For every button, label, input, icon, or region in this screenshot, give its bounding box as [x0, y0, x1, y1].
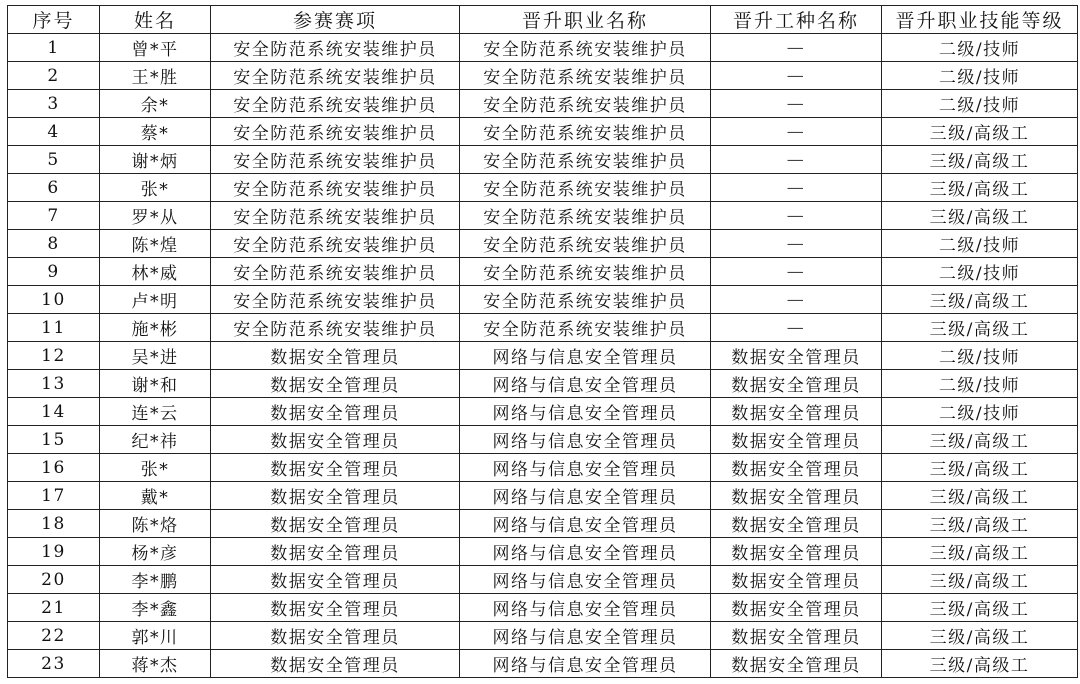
table-row	[8, 398, 1078, 426]
col-header-skill-level: 晋升职业技能等级	[882, 6, 1078, 34]
table-row	[8, 594, 1078, 622]
level-cell: 三级/高级工	[882, 482, 1078, 510]
event-cell: 数据安全管理员	[211, 650, 460, 678]
table-row	[8, 622, 1078, 650]
event-cell: 安全防范系统安装维护员	[211, 174, 460, 202]
level-cell: 二级/技师	[882, 398, 1078, 426]
table-row	[8, 510, 1078, 538]
serial-cell: 15	[8, 426, 100, 454]
serial-cell: 12	[8, 342, 100, 370]
trade-cell: —	[711, 146, 882, 174]
level-cell: 三级/高级工	[882, 650, 1078, 678]
table-row	[8, 34, 1078, 62]
name-cell: 余*	[100, 90, 211, 118]
occupation-cell: 网络与信息安全管理员	[460, 510, 711, 538]
serial-cell: 18	[8, 510, 100, 538]
event-cell: 数据安全管理员	[211, 482, 460, 510]
name-cell: 施*彬	[100, 314, 211, 342]
serial-cell: 19	[8, 538, 100, 566]
table-row	[8, 286, 1078, 314]
trade-cell: —	[711, 90, 882, 118]
name-cell: 李*鹏	[100, 566, 211, 594]
event-cell: 安全防范系统安装维护员	[211, 118, 460, 146]
event-cell: 数据安全管理员	[211, 426, 460, 454]
level-cell: 三级/高级工	[882, 566, 1078, 594]
col-header-competition-event: 参赛赛项	[211, 6, 460, 34]
occupation-cell: 网络与信息安全管理员	[460, 342, 711, 370]
serial-cell: 10	[8, 286, 100, 314]
name-cell: 卢*明	[100, 286, 211, 314]
occupation-cell: 安全防范系统安装维护员	[460, 202, 711, 230]
name-cell: 罗*从	[100, 202, 211, 230]
trade-cell: 数据安全管理员	[711, 650, 882, 678]
serial-cell: 2	[8, 62, 100, 90]
level-cell: 二级/技师	[882, 34, 1078, 62]
occupation-cell: 安全防范系统安装维护员	[460, 258, 711, 286]
level-cell: 二级/技师	[882, 90, 1078, 118]
trade-cell: 数据安全管理员	[711, 538, 882, 566]
level-cell: 三级/高级工	[882, 146, 1078, 174]
event-cell: 安全防范系统安装维护员	[211, 258, 460, 286]
name-cell: 林*威	[100, 258, 211, 286]
serial-cell: 6	[8, 174, 100, 202]
event-cell: 数据安全管理员	[211, 342, 460, 370]
table-row	[8, 118, 1078, 146]
serial-cell: 8	[8, 230, 100, 258]
occupation-cell: 安全防范系统安装维护员	[460, 62, 711, 90]
occupation-cell: 安全防范系统安装维护员	[460, 286, 711, 314]
name-cell: 郭*川	[100, 622, 211, 650]
name-cell: 连*云	[100, 398, 211, 426]
event-cell: 数据安全管理员	[211, 622, 460, 650]
table-row	[8, 426, 1078, 454]
level-cell: 二级/技师	[882, 370, 1078, 398]
event-cell: 安全防范系统安装维护员	[211, 202, 460, 230]
level-cell: 三级/高级工	[882, 202, 1078, 230]
table-row	[8, 538, 1078, 566]
award-roster-table	[7, 5, 1078, 678]
name-cell: 谢*和	[100, 370, 211, 398]
occupation-cell: 安全防范系统安装维护员	[460, 34, 711, 62]
trade-cell: —	[711, 62, 882, 90]
table-row	[8, 566, 1078, 594]
event-cell: 数据安全管理员	[211, 454, 460, 482]
level-cell: 三级/高级工	[882, 622, 1078, 650]
occupation-cell: 安全防范系统安装维护员	[460, 146, 711, 174]
serial-cell: 23	[8, 650, 100, 678]
event-cell: 数据安全管理员	[211, 370, 460, 398]
level-cell: 三级/高级工	[882, 426, 1078, 454]
serial-cell: 21	[8, 594, 100, 622]
name-cell: 谢*炳	[100, 146, 211, 174]
event-cell: 安全防范系统安装维护员	[211, 230, 460, 258]
name-cell: 纪*祎	[100, 426, 211, 454]
level-cell: 二级/技师	[882, 62, 1078, 90]
occupation-cell: 网络与信息安全管理员	[460, 566, 711, 594]
serial-cell: 11	[8, 314, 100, 342]
table-row	[8, 342, 1078, 370]
event-cell: 数据安全管理员	[211, 510, 460, 538]
event-cell: 安全防范系统安装维护员	[211, 286, 460, 314]
event-cell: 安全防范系统安装维护员	[211, 62, 460, 90]
table-header-row	[8, 6, 1078, 34]
serial-cell: 1	[8, 34, 100, 62]
trade-cell: —	[711, 230, 882, 258]
event-cell: 安全防范系统安装维护员	[211, 146, 460, 174]
event-cell: 数据安全管理员	[211, 566, 460, 594]
trade-cell: 数据安全管理员	[711, 566, 882, 594]
col-header-name: 姓名	[100, 6, 211, 34]
event-cell: 安全防范系统安装维护员	[211, 90, 460, 118]
serial-cell: 20	[8, 566, 100, 594]
table-row	[8, 174, 1078, 202]
name-cell: 蔡*	[100, 118, 211, 146]
serial-cell: 22	[8, 622, 100, 650]
occupation-cell: 网络与信息安全管理员	[460, 650, 711, 678]
event-cell: 数据安全管理员	[211, 398, 460, 426]
level-cell: 三级/高级工	[882, 174, 1078, 202]
name-cell: 张*	[100, 174, 211, 202]
event-cell: 安全防范系统安装维护员	[211, 314, 460, 342]
serial-cell: 17	[8, 482, 100, 510]
occupation-cell: 网络与信息安全管理员	[460, 454, 711, 482]
name-cell: 陈*煌	[100, 230, 211, 258]
occupation-cell: 网络与信息安全管理员	[460, 370, 711, 398]
occupation-cell: 安全防范系统安装维护员	[460, 174, 711, 202]
table-row	[8, 258, 1078, 286]
trade-cell: 数据安全管理员	[711, 482, 882, 510]
name-cell: 戴*	[100, 482, 211, 510]
trade-cell: 数据安全管理员	[711, 342, 882, 370]
trade-cell: —	[711, 258, 882, 286]
level-cell: 二级/技师	[882, 342, 1078, 370]
occupation-cell: 网络与信息安全管理员	[460, 622, 711, 650]
name-cell: 曾*平	[100, 34, 211, 62]
table-row	[8, 482, 1078, 510]
serial-cell: 13	[8, 370, 100, 398]
event-cell: 数据安全管理员	[211, 594, 460, 622]
trade-cell: —	[711, 314, 882, 342]
trade-cell: 数据安全管理员	[711, 594, 882, 622]
table-row	[8, 90, 1078, 118]
table-row	[8, 454, 1078, 482]
trade-cell: 数据安全管理员	[711, 510, 882, 538]
serial-cell: 7	[8, 202, 100, 230]
occupation-cell: 网络与信息安全管理员	[460, 398, 711, 426]
serial-cell: 3	[8, 90, 100, 118]
occupation-cell: 安全防范系统安装维护员	[460, 90, 711, 118]
trade-cell: —	[711, 174, 882, 202]
col-header-promoted-trade: 晋升工种名称	[711, 6, 882, 34]
occupation-cell: 网络与信息安全管理员	[460, 482, 711, 510]
trade-cell: —	[711, 202, 882, 230]
serial-cell: 4	[8, 118, 100, 146]
name-cell: 李*鑫	[100, 594, 211, 622]
occupation-cell: 安全防范系统安装维护员	[460, 118, 711, 146]
trade-cell: 数据安全管理员	[711, 398, 882, 426]
occupation-cell: 网络与信息安全管理员	[460, 538, 711, 566]
level-cell: 三级/高级工	[882, 594, 1078, 622]
level-cell: 三级/高级工	[882, 118, 1078, 146]
occupation-cell: 网络与信息安全管理员	[460, 594, 711, 622]
table-row	[8, 146, 1078, 174]
name-cell: 杨*彦	[100, 538, 211, 566]
level-cell: 二级/技师	[882, 230, 1078, 258]
trade-cell: 数据安全管理员	[711, 454, 882, 482]
table-row	[8, 650, 1078, 678]
trade-cell: —	[711, 118, 882, 146]
name-cell: 蒋*杰	[100, 650, 211, 678]
trade-cell: 数据安全管理员	[711, 622, 882, 650]
col-header-promoted-occupation: 晋升职业名称	[460, 6, 711, 34]
name-cell: 吴*进	[100, 342, 211, 370]
serial-cell: 16	[8, 454, 100, 482]
level-cell: 二级/技师	[882, 258, 1078, 286]
name-cell: 王*胜	[100, 62, 211, 90]
table-row	[8, 370, 1078, 398]
serial-cell: 14	[8, 398, 100, 426]
trade-cell: 数据安全管理员	[711, 426, 882, 454]
level-cell: 三级/高级工	[882, 454, 1078, 482]
table-row	[8, 230, 1078, 258]
serial-cell: 9	[8, 258, 100, 286]
name-cell: 张*	[100, 454, 211, 482]
table-row	[8, 314, 1078, 342]
occupation-cell: 网络与信息安全管理员	[460, 426, 711, 454]
serial-cell: 5	[8, 146, 100, 174]
level-cell: 三级/高级工	[882, 314, 1078, 342]
table-row	[8, 62, 1078, 90]
occupation-cell: 安全防范系统安装维护员	[460, 314, 711, 342]
trade-cell: —	[711, 286, 882, 314]
col-header-serial: 序号	[8, 6, 100, 34]
trade-cell: 数据安全管理员	[711, 370, 882, 398]
event-cell: 安全防范系统安装维护员	[211, 34, 460, 62]
table-row	[8, 202, 1078, 230]
level-cell: 三级/高级工	[882, 510, 1078, 538]
name-cell: 陈*烙	[100, 510, 211, 538]
trade-cell: —	[711, 34, 882, 62]
occupation-cell: 安全防范系统安装维护员	[460, 230, 711, 258]
level-cell: 三级/高级工	[882, 286, 1078, 314]
event-cell: 数据安全管理员	[211, 538, 460, 566]
level-cell: 三级/高级工	[882, 538, 1078, 566]
